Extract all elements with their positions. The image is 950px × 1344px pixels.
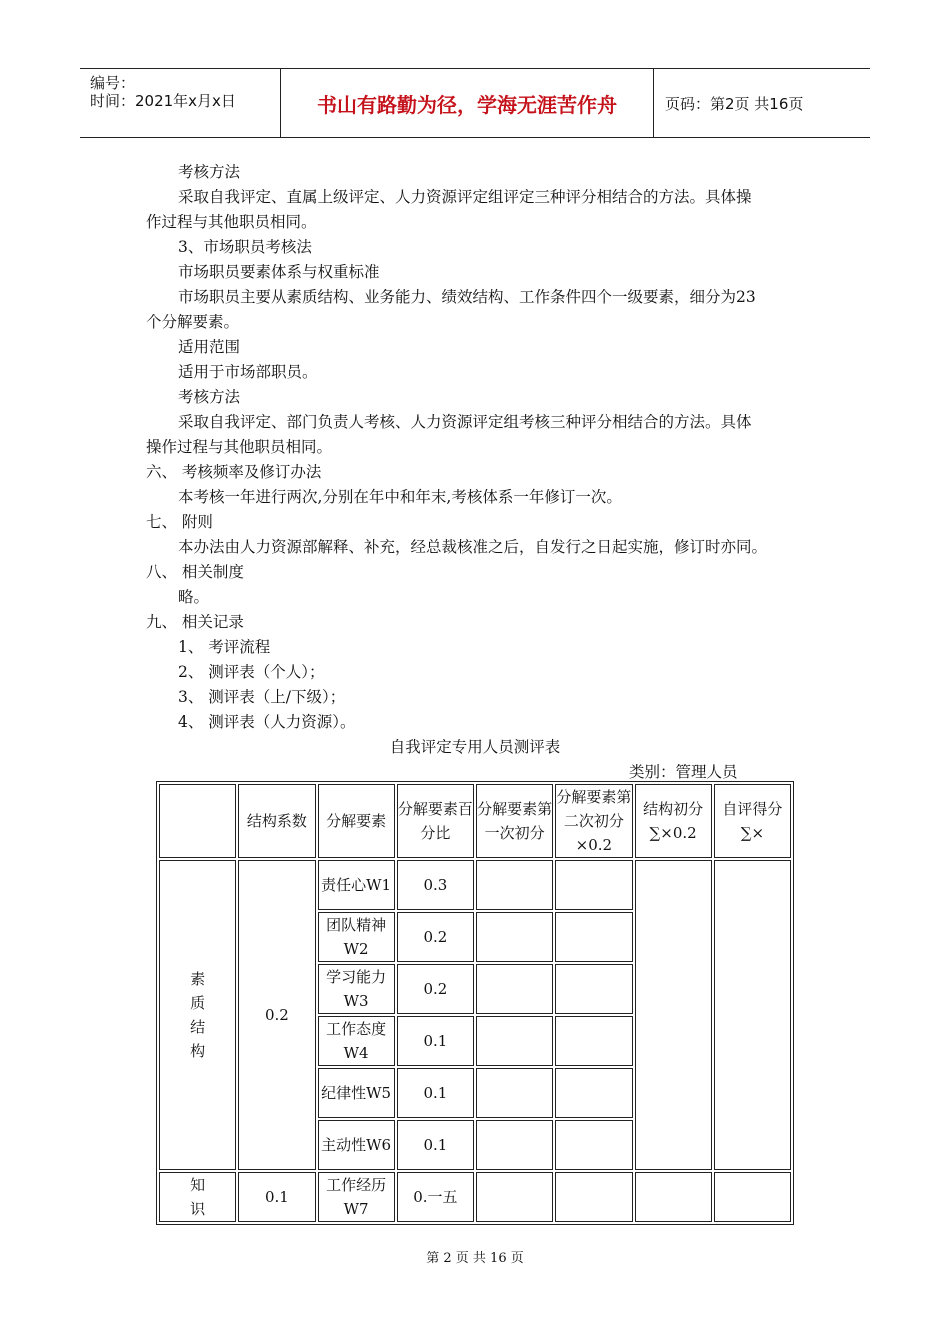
score1-cell [476, 1068, 553, 1118]
header-motto: 书山有路勤为径，学海无涯苦作舟 [317, 92, 617, 117]
section-heading: 九、 相关记录 [146, 613, 244, 631]
header-cell: 分解要素第二次初分×0.2 [555, 784, 632, 858]
score2-cell [555, 964, 632, 1014]
score2-cell [555, 1120, 632, 1170]
body-line: 考核方法 [178, 163, 241, 181]
list-item: 1、 考评流程 [178, 638, 271, 656]
header-cell: 分解要素百分比 [397, 784, 474, 858]
body-line: 作过程与其他职员相同。 [146, 213, 317, 231]
factor-cell: 主动性W6 [318, 1120, 395, 1170]
header-page-info: 页码：第2页 共16页 [665, 95, 804, 113]
body-line: 本办法由人力资源部解释、补充，经总裁核准之后，自发行之日起实施，修订时亦同。 [178, 538, 768, 556]
group-name: 知识 [190, 1176, 206, 1218]
body-line: 市场职员要素体系与权重标准 [178, 263, 380, 281]
table-title: 自我评定专用人员测评表 [389, 738, 561, 756]
pct-cell: 0.1 [397, 1120, 474, 1170]
pct-cell: 0.一五 [397, 1172, 474, 1222]
list-item: 2、 测评表（个人）； [178, 663, 325, 681]
pct-cell: 0.2 [397, 912, 474, 962]
group-name-cell [159, 860, 236, 1170]
factor-cell: 工作态度W4 [318, 1016, 395, 1066]
self-score-cell [714, 1172, 791, 1222]
table-row [159, 860, 791, 910]
score1-cell [476, 964, 553, 1014]
header-cell: 分解要素 [318, 784, 395, 858]
score1-cell [476, 1172, 553, 1222]
number-label: 编号： [90, 74, 136, 92]
body-line: 考核方法 [178, 388, 241, 406]
body-line: 适用于市场部职员。 [178, 363, 318, 381]
group-name: 素质结构 [190, 970, 206, 1060]
structure-score-cell [635, 1172, 712, 1222]
group-name-cell [159, 1172, 236, 1222]
table-row [159, 1172, 791, 1222]
score2-cell [555, 912, 632, 962]
factor-cell: 工作经历W7 [318, 1172, 395, 1222]
pct-cell: 0.1 [397, 1016, 474, 1066]
body-line: 采取自我评定、部门负责人考核、人力资源评定组考核三种评分相结合的方法。具体 [178, 413, 752, 431]
factor-cell: 学习能力W3 [318, 964, 395, 1014]
score1-cell [476, 912, 553, 962]
section-heading: 六、 考核频率及修订办法 [146, 463, 322, 481]
score2-cell [555, 1068, 632, 1118]
section-heading: 七、 附则 [146, 513, 213, 531]
header-cell [159, 784, 236, 858]
body-line: 个分解要素。 [146, 313, 240, 331]
page-header [80, 68, 870, 138]
coef-cell: 0.2 [238, 860, 315, 1170]
time-label: 时间：2021年x月x日 [90, 92, 236, 110]
score1-cell [476, 1016, 553, 1066]
score2-cell [555, 1016, 632, 1066]
table-header-row [159, 784, 791, 858]
factor-cell: 责任心W1 [318, 860, 395, 910]
coef-cell: 0.1 [238, 1172, 315, 1222]
body-line: 略。 [178, 588, 210, 606]
header-divider [653, 69, 654, 137]
body-line: 本考核一年进行两次,分别在年中和年末,考核体系一年修订一次。 [178, 488, 622, 506]
header-cell: 自评得分∑× [714, 784, 791, 858]
header-cell: 结构系数 [238, 784, 315, 858]
header-meta [80, 69, 280, 137]
body-line: 操作过程与其他职员相同。 [146, 438, 333, 456]
evaluation-table [156, 781, 794, 1225]
list-item: 4、 测评表（人力资源）。 [178, 713, 356, 731]
pct-cell: 0.3 [397, 860, 474, 910]
structure-score-cell [635, 860, 712, 1170]
score2-cell [555, 860, 632, 910]
body-line: 3、市场职员考核法 [178, 238, 312, 256]
factor-cell: 团队精神W2 [318, 912, 395, 962]
self-score-cell [714, 860, 791, 1170]
table-category: 类别：管理人员 [629, 763, 738, 781]
score1-cell [476, 860, 553, 910]
body-line: 市场职员主要从素质结构、业务能力、绩效结构、工作条件四个一级要素，细分为23 [178, 288, 756, 306]
pct-cell: 0.1 [397, 1068, 474, 1118]
page-footer: 第 2 页 共 16 页 [426, 1251, 524, 1266]
section-heading: 八、 相关制度 [146, 563, 244, 581]
list-item: 3、 测评表（上/下级）； [178, 688, 346, 706]
score1-cell [476, 1120, 553, 1170]
body-line: 采取自我评定、直属上级评定、人力资源评定组评定三种评分相结合的方法。具体操 [178, 188, 752, 206]
factor-cell: 纪律性W5 [318, 1068, 395, 1118]
header-cell: 分解要素第一次初分 [476, 784, 553, 858]
score2-cell [555, 1172, 632, 1222]
header-cell: 结构初分∑×0.2 [635, 784, 712, 858]
body-line: 适用范围 [178, 338, 241, 356]
pct-cell: 0.2 [397, 964, 474, 1014]
